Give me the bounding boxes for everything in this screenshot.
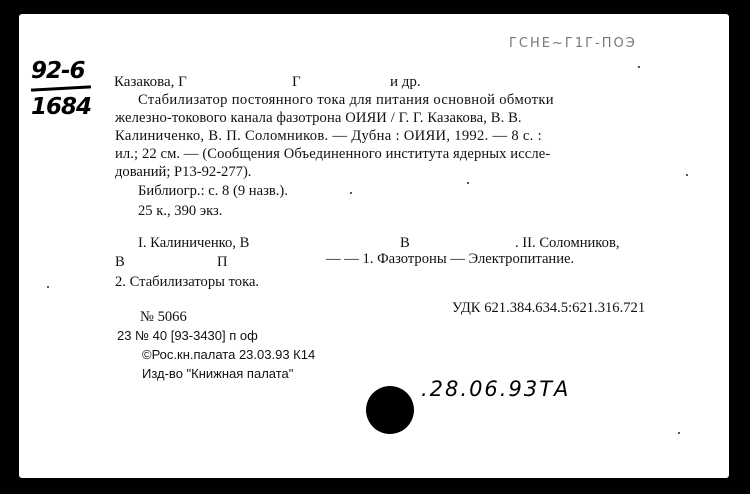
tracing-1a: I. Калиниченко, В — [138, 235, 250, 251]
shelfmark-bottom: 1684 — [31, 94, 92, 120]
price-and-run: 25 к., 390 экз. — [138, 203, 223, 219]
handwritten-date: .28.06.93ТА — [421, 377, 571, 401]
speck — [686, 174, 688, 176]
body-line-5: дований; Р13-92-277). — [115, 164, 252, 180]
tracing-2c: — — 1. Фазотроны — Электропитание. — [326, 251, 575, 267]
order-line: 23 № 40 [93-3430] п оф — [117, 328, 258, 343]
tracing-3: 2. Стабилизаторы тока. — [115, 274, 260, 290]
shelfmark-divider — [31, 85, 91, 91]
tracing-2b: П — [217, 254, 228, 270]
card-number: № 5066 — [140, 309, 187, 325]
speck — [678, 432, 680, 434]
shelfmark-top: 92-6 — [31, 58, 85, 84]
copyright-line: ©Рос.кн.палата 23.03.93 К14 — [142, 347, 316, 362]
body-line-4: ил.; 22 см. — (Сообщения Объединенного института ядерных иссле- — [115, 146, 551, 162]
tracing-1c: . II. Соломников, — [515, 235, 620, 251]
speck — [47, 286, 49, 288]
author-initial: Г — [292, 74, 301, 90]
body-line-3: Калиниченко, В. П. Соломников. — Дубна : ОИЯИ, 1992. — 8 с. : — [115, 128, 542, 144]
catalog-card — [19, 14, 729, 478]
body-line-2: железно-токового канала фазотрона ОИЯИ / Г. Г. Казакова, В. В. — [115, 110, 522, 126]
speck — [467, 182, 469, 184]
punch-hole — [366, 386, 414, 434]
author-name: Казакова, Г — [114, 74, 187, 90]
bibliography-note: Библиогр.: с. 8 (9 назв.). — [138, 183, 288, 199]
tracing-2a: В — [115, 254, 125, 270]
body-line-1: Стабилизатор постоянного тока для питания основной обмотки — [138, 92, 554, 108]
author-etal: и др. — [390, 74, 421, 90]
faded-stamp: ГСНЕ~Г1Г-ПОЭ — [509, 36, 637, 51]
speck — [350, 192, 352, 194]
speck — [638, 66, 640, 68]
publisher-line: Изд-во "Книжная палата" — [142, 366, 294, 381]
udk-code: УДК 621.384.634.5:621.316.721 — [452, 300, 646, 316]
tracing-1b: В — [400, 235, 410, 251]
